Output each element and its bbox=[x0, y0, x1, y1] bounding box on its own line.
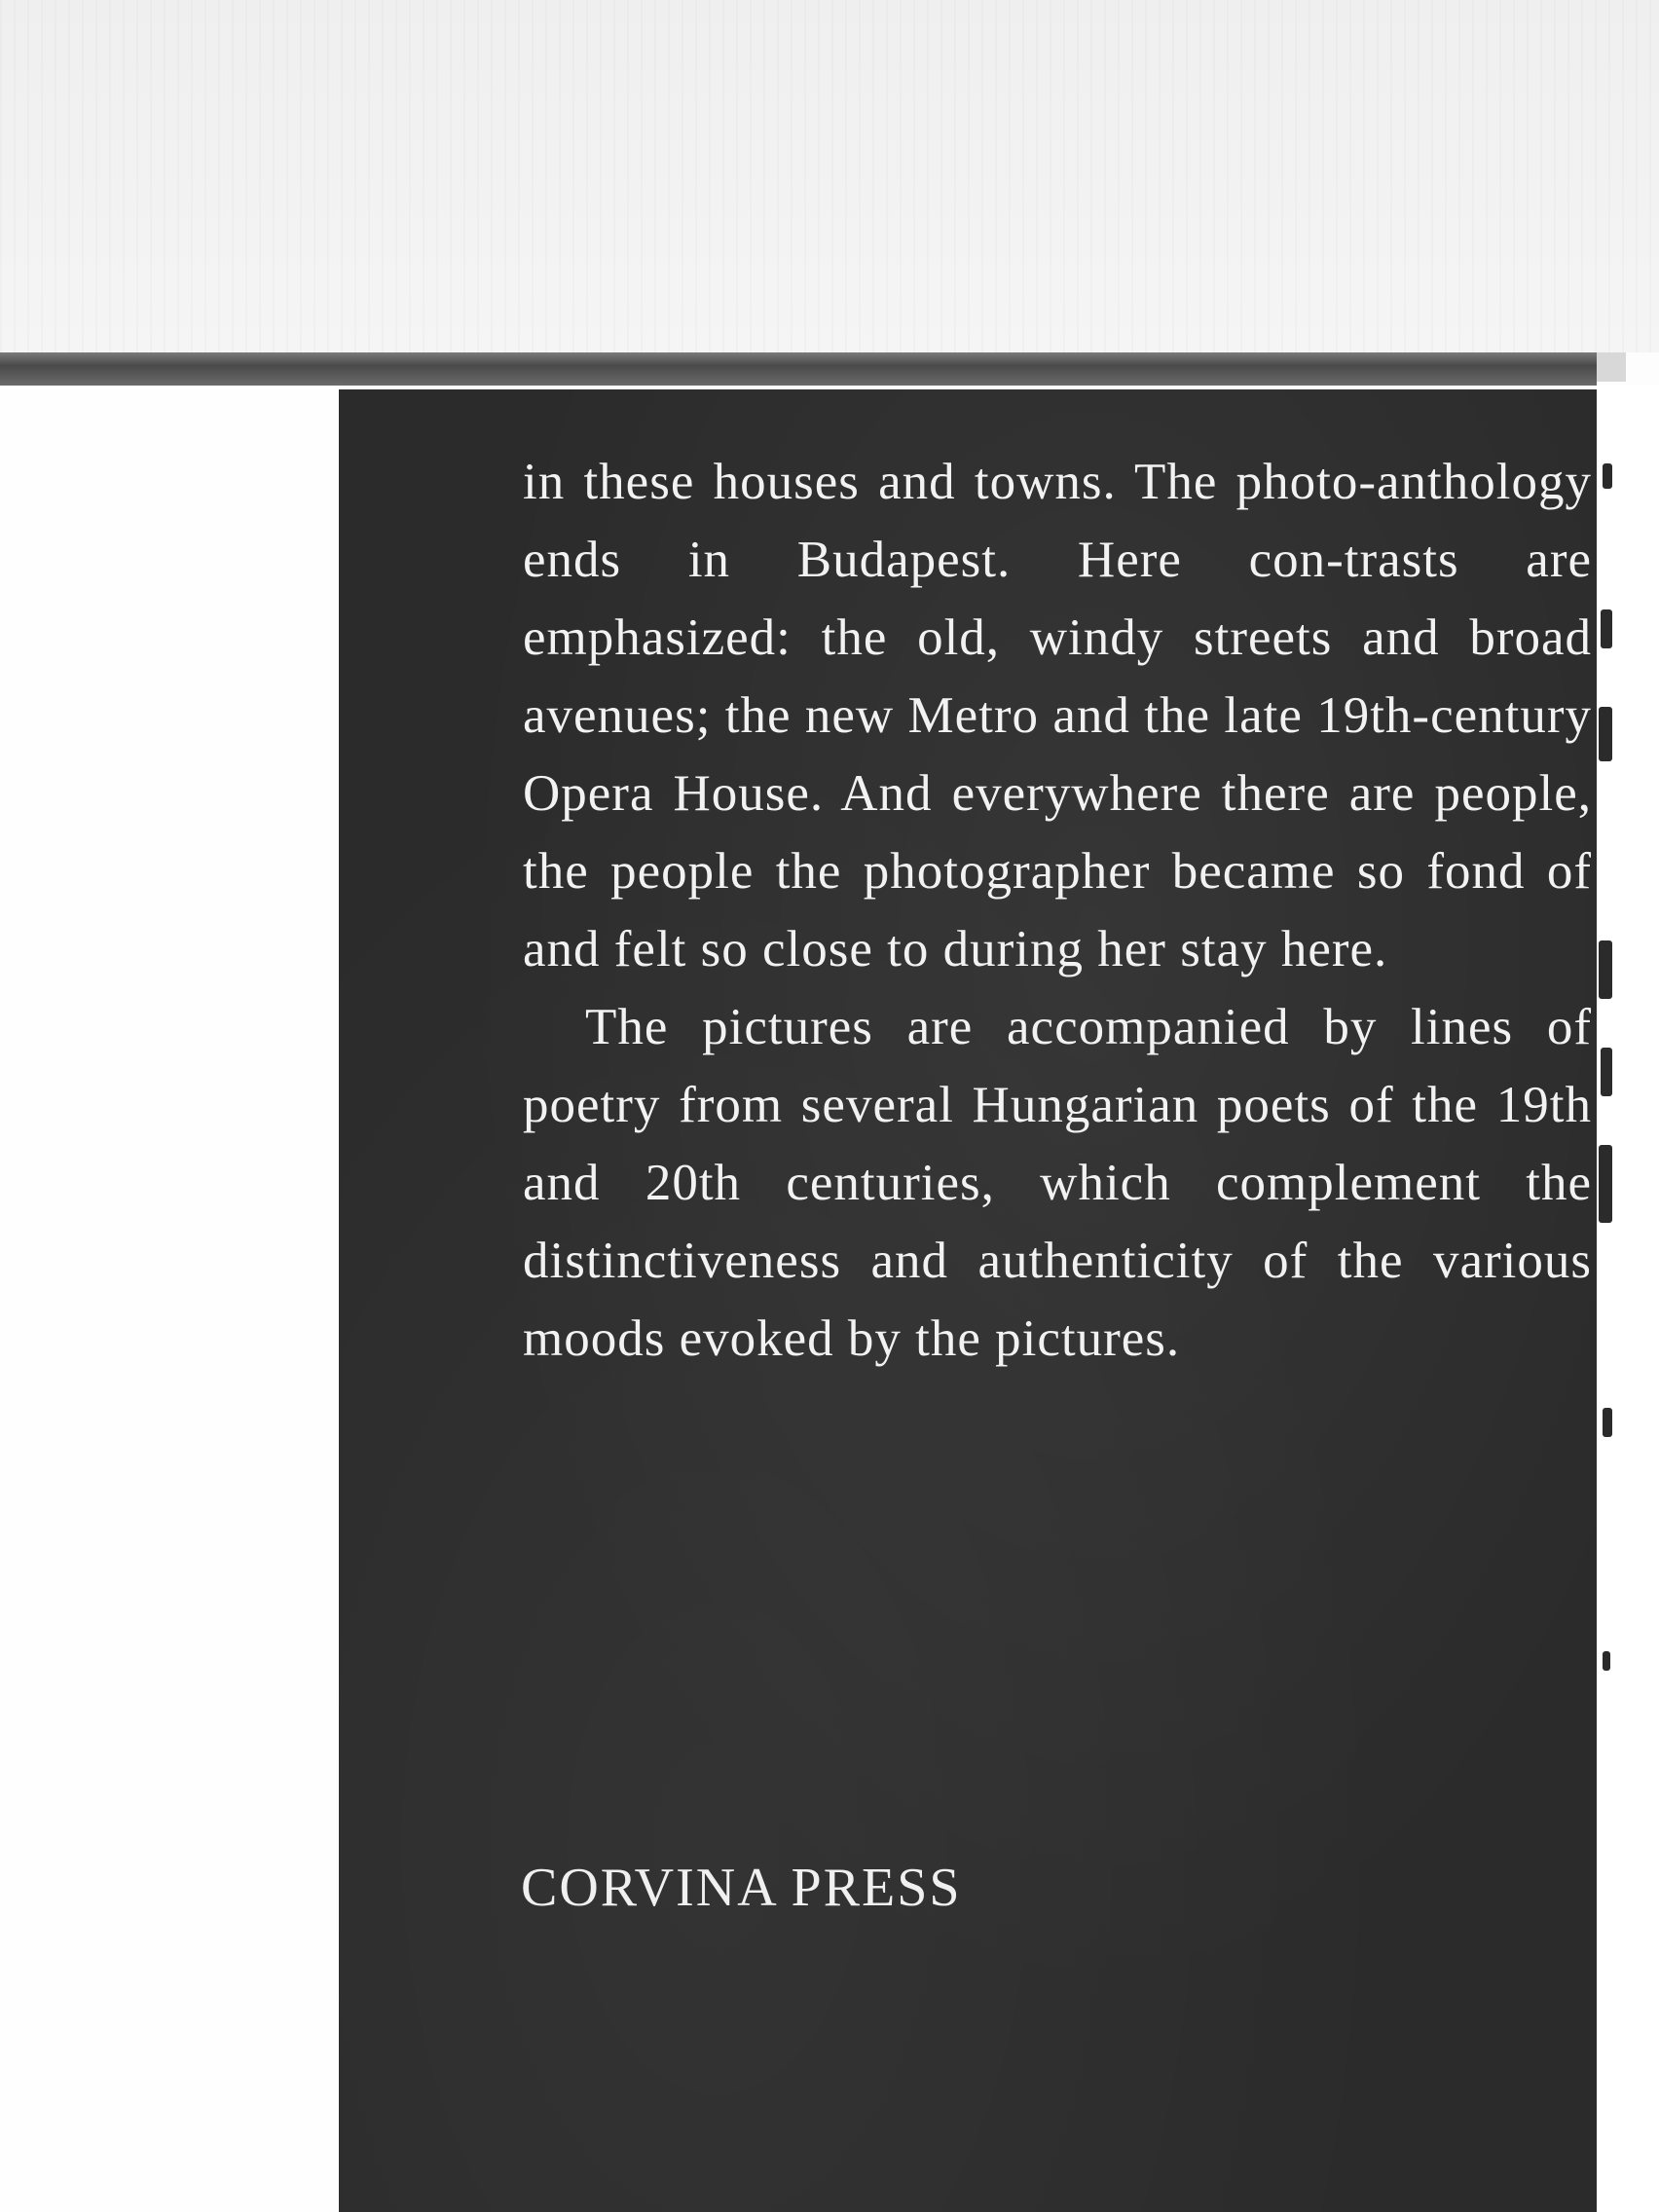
strip-mark bbox=[1599, 707, 1612, 761]
flap-body-text bbox=[523, 443, 1592, 1378]
strip-mark bbox=[1603, 1651, 1610, 1671]
strip-mark bbox=[1603, 463, 1612, 489]
strip-mark bbox=[1599, 1145, 1612, 1223]
strip-mark bbox=[1601, 609, 1612, 648]
publisher-name: CORVINA PRESS bbox=[521, 1858, 962, 1918]
cover-corner bbox=[1597, 352, 1626, 382]
bottom-page-fragment bbox=[0, 2189, 350, 2212]
flap-paragraph-1: in these houses and towns. The photo-anthology ends in Budapest. Here con-trasts are emphasized: the old, windy streets and broad avenues; the new Metro and the late 19th-century Opera House. And everywhere there are people, the people the photographer became so fond of and felt so close to during her stay here. bbox=[523, 454, 1592, 977]
left-blank-page bbox=[0, 386, 341, 2212]
book-cover-edge bbox=[0, 352, 1597, 386]
right-page-strip bbox=[1597, 386, 1659, 2212]
top-page-paper bbox=[0, 0, 1659, 352]
strip-mark bbox=[1599, 940, 1612, 999]
strip-mark bbox=[1603, 1408, 1612, 1437]
strip-mark bbox=[1601, 1048, 1612, 1096]
flap-paragraph-2: The pictures are accompanied by lines of poetry from several Hungarian poets of the 19th and 20th centuries, which complement the distinctiveness and authenticity of the various moods evoked by the pictures. bbox=[523, 999, 1592, 1367]
